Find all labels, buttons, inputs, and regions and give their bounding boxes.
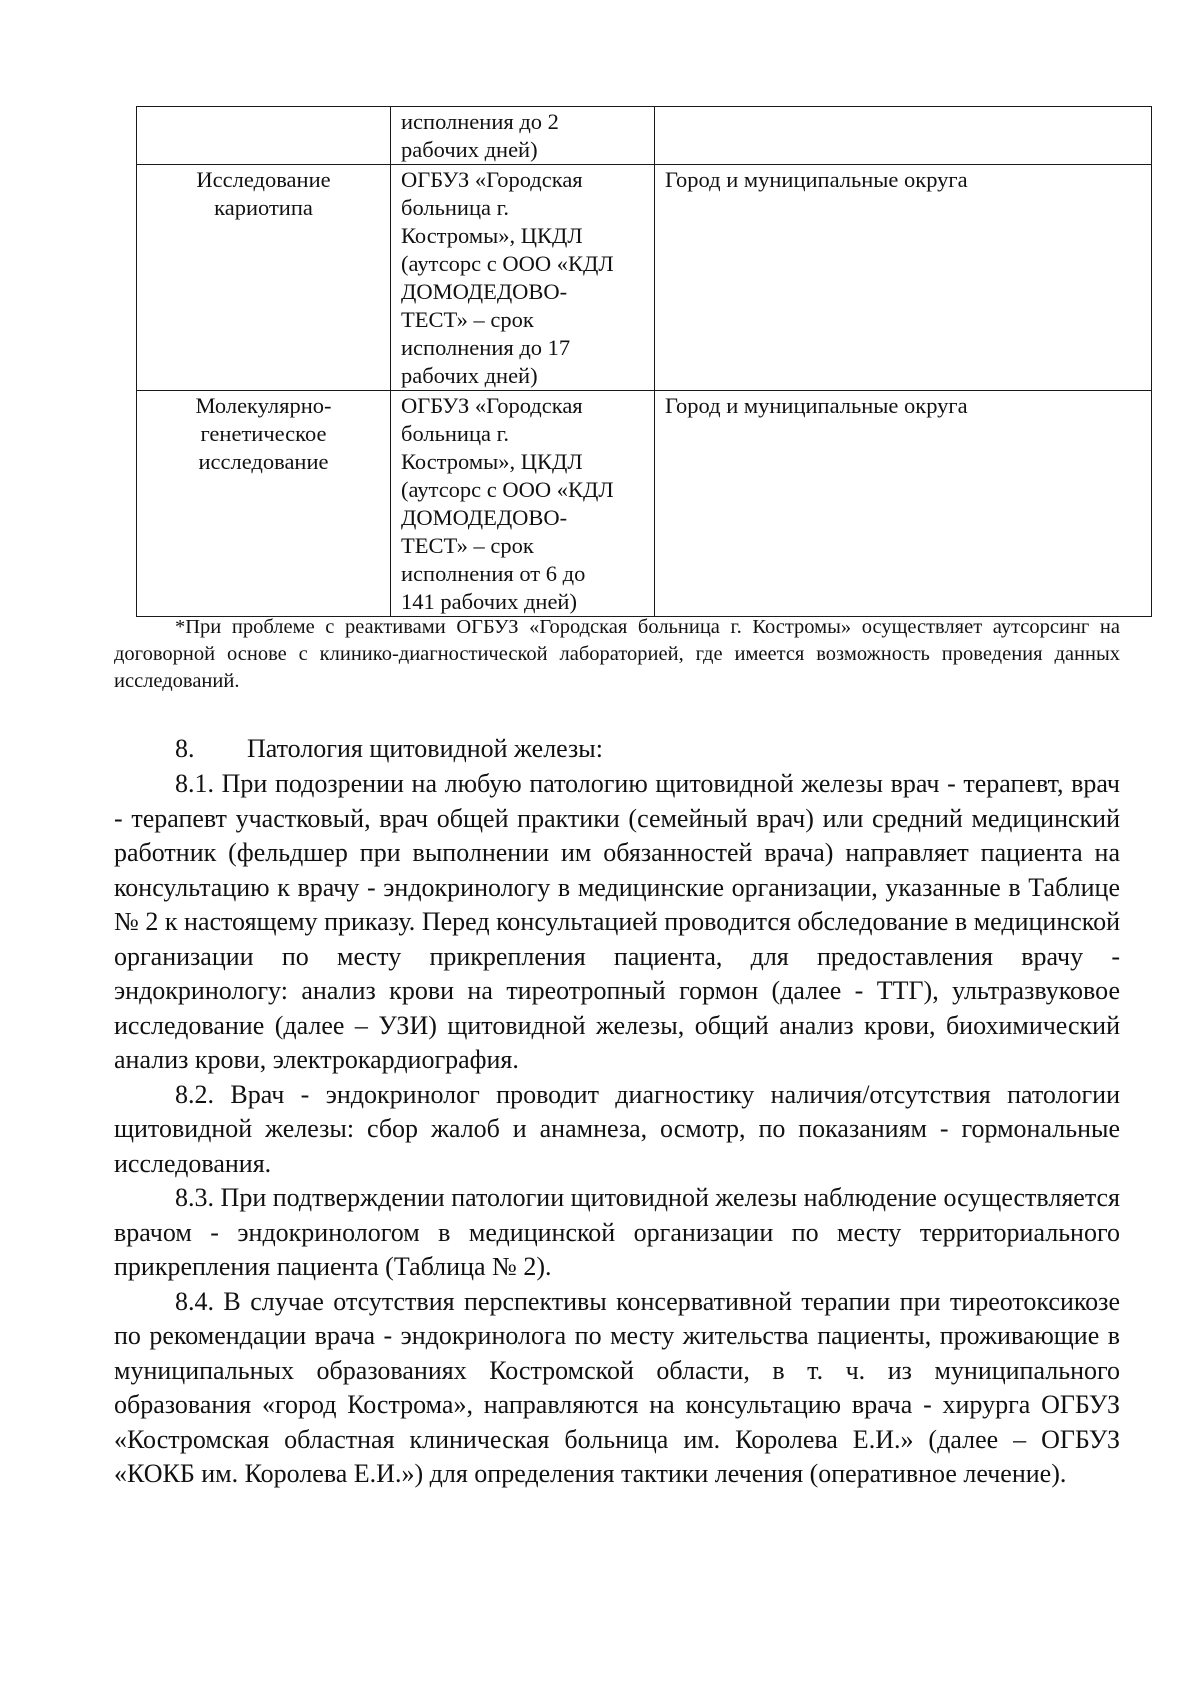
- table-footnote: [114, 614, 1120, 695]
- study-line: исследование: [198, 449, 329, 474]
- paragraph-8-1: 8.1. При подозрении на любую патологию щитовидной железы врач - терапевт, врач - терапевт участковый, врач общей практики (семейный врач) или средний медицинский работник (фельдшер при выполнении им обязанностей врача) направляет пациента на консультацию к врачу - эндокринологу в медицинские организации, указанные в Таблице № 2 к настоящему приказу. Перед консультацией проводится обследование в медицинской организации по месту прикрепления пациента, для предоставления врачу - эндокринологу: анализ крови на тиреотропный гормон (далее - ТТГ), ультразвуковое исследование (далее – УЗИ) щитовидной железы, общий анализ крови, биохимический анализ крови, электрокардиография.: [114, 769, 1120, 1074]
- study-line: Молекулярно-: [195, 393, 332, 418]
- lab-line: рабочих дней): [401, 363, 538, 388]
- lab-line: исполнения до 17: [401, 335, 571, 360]
- lab-line: больница г.: [401, 195, 509, 220]
- study-name-cell: [137, 165, 391, 391]
- lab-cell: [391, 391, 655, 617]
- area-cell: Город и муниципальные округа: [655, 391, 1152, 617]
- section-number: 8.: [175, 734, 195, 763]
- lab-line: Костромы», ЦКДЛ: [401, 223, 583, 248]
- lab-line: больница г.: [401, 421, 509, 446]
- lab-line: ДОМОДЕДОВО-: [401, 279, 568, 304]
- section-heading: [175, 732, 603, 766]
- lab-cell: [391, 107, 655, 165]
- section-title: Патология щитовидной железы:: [247, 734, 603, 763]
- paragraph-8-3: 8.3. При подтверждении патологии щитовидной железы наблюдение осуществляется врачом - эндокринологом в медицинской организации по месту территориального прикрепления пациента (Таблица № 2).: [114, 1183, 1120, 1281]
- lab-line: ТЕСТ» – срок: [401, 533, 534, 558]
- lab-line: рабочих дней): [401, 137, 538, 162]
- lab-line: ОГБУЗ «Городская: [401, 167, 583, 192]
- study-name-cell: [137, 391, 391, 617]
- footnote-text: *При проблеме с реактивами ОГБУЗ «Городская больница г. Костромы» осуществляет аутсорсинг на договорной основе с клинико-диагностической лабораторией, где имеется возможность проведения данных исследований.: [114, 616, 1120, 692]
- area-cell: [655, 107, 1152, 165]
- lab-studies-table: [136, 106, 1152, 617]
- lab-line: ДОМОДЕДОВО-: [401, 505, 568, 530]
- lab-line: Костромы», ЦКДЛ: [401, 449, 583, 474]
- study-line: генетическое: [200, 421, 327, 446]
- paragraph-8-4: 8.4. В случае отсутствия перспективы консервативной терапии при тиреотоксикозе по рекомендации врача - эндокринолога по месту жительства пациенты, проживающие в муниципальных образованиях Костромской области, в т. ч. из муниципального образования «город Кострома», направляются на консультацию врача - хирурга ОГБУЗ «Костромская областная клиническая больница им. Королева Е.И.» (далее – ОГБУЗ «КОКБ им. Королева Е.И.») для определения тактики лечения (оперативное лечение).: [114, 1286, 1120, 1488]
- lab-line: (аутсорс с ООО «КДЛ: [401, 251, 614, 276]
- lab-line: ОГБУЗ «Городская: [401, 393, 583, 418]
- lab-line: 141 рабочих дней): [401, 589, 577, 614]
- lab-cell: [391, 165, 655, 391]
- paragraph-8-2: 8.2. Врач - эндокринолог проводит диагностику наличия/отсутствия патологии щитовидной железы: сбор жалоб и анамнеза, осмотр, по показаниям - гормональные исследования.: [114, 1079, 1120, 1178]
- study-name-cell: [137, 107, 391, 165]
- area-cell: Город и муниципальные округа: [655, 165, 1152, 391]
- lab-line: исполнения до 2: [401, 109, 559, 134]
- lab-line: (аутсорс с ООО «КДЛ: [401, 477, 614, 502]
- table-row: [137, 391, 1152, 617]
- lab-line: ТЕСТ» – срок: [401, 307, 534, 332]
- section-body: [114, 767, 1120, 1492]
- study-line: кариотипа: [214, 195, 313, 220]
- table-row: [137, 107, 1152, 165]
- table-row: [137, 165, 1152, 391]
- lab-line: исполнения от 6 до: [401, 561, 586, 586]
- study-line: Исследование: [196, 167, 331, 192]
